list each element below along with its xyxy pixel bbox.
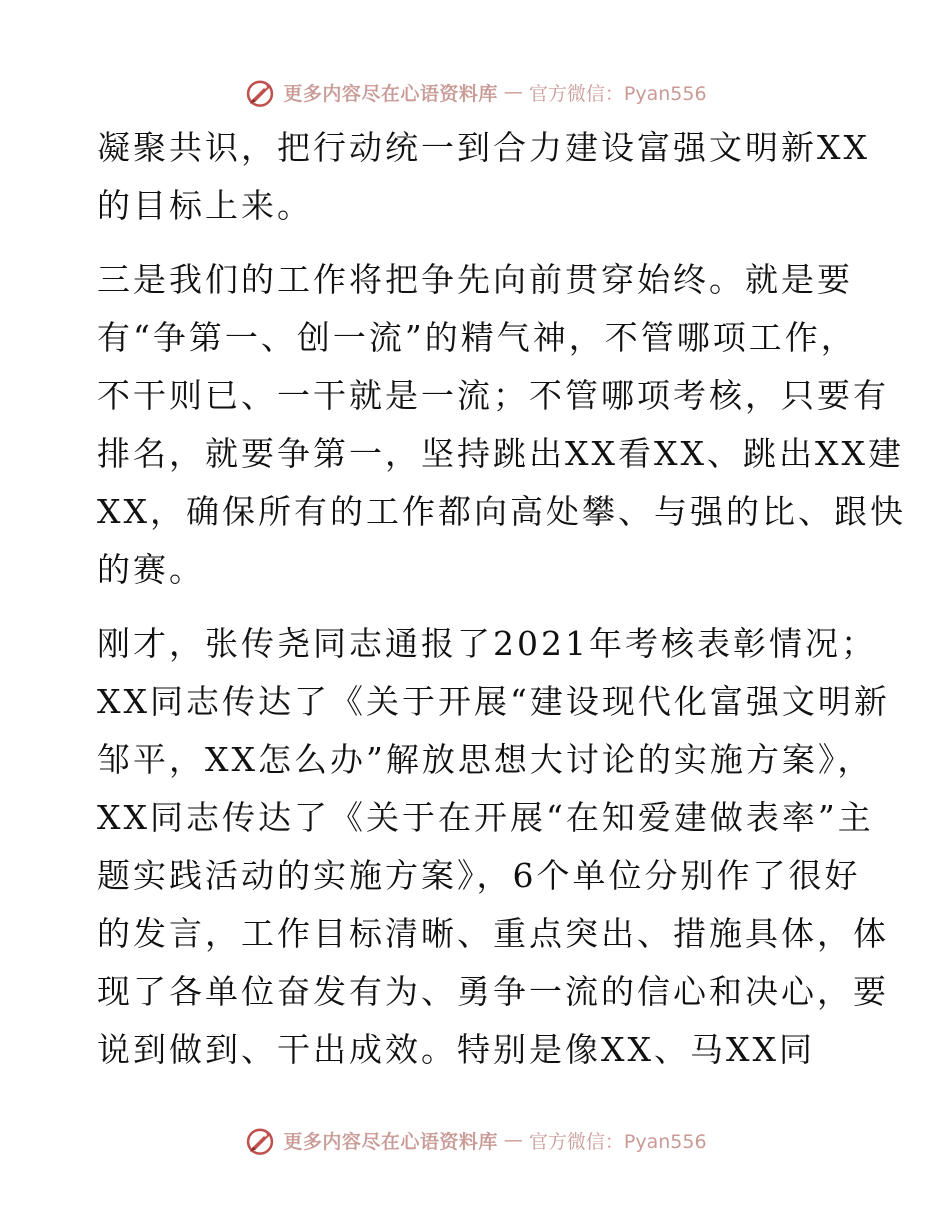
watermark-separator: — xyxy=(503,81,523,103)
text-line: 凝聚共识，把行动统一到合力建设富强文明新XX xyxy=(97,128,870,167)
watermark-wechat-label: 官方微信：Pyan556 xyxy=(528,82,707,105)
text-line: 刚才，张传尧同志通报了2021年考核表彰情况； xyxy=(97,624,877,663)
text-line: 排名，就要争第一，坚持跳出XX看XX、跳出XX建 xyxy=(97,434,904,473)
paragraph xyxy=(97,119,870,235)
text-line: 邹平，XX怎么办”解放思想大讨论的实施方案》， xyxy=(97,740,874,779)
watermark-group xyxy=(243,75,706,109)
text-line: XX同志传达了《关于在开展“在知爱建做表率”主 xyxy=(97,798,874,837)
text-line: XX，确保所有的工作都向高处攀、与强的比、跟快 xyxy=(97,492,906,531)
text-line: 三是我们的工作将把争先向前贯穿始终。就是要 xyxy=(97,260,853,299)
text-line: 有“争第一、创一流”的精气神，不管哪项工作， xyxy=(97,318,857,357)
text-line: 的赛。 xyxy=(97,550,205,589)
quill-pen-logo-icon xyxy=(243,75,277,109)
text-line: 的发言，工作目标清晰、重点突出、措施具体，体 xyxy=(97,914,889,953)
watermark-wechat-label: 官方微信：Pyan556 xyxy=(528,1130,707,1153)
paragraph-gap xyxy=(97,599,857,615)
document-body xyxy=(97,119,906,1079)
paragraph-gap xyxy=(97,235,857,251)
text-line: 说到做到、干出成效。特别是像XX、马XX同 xyxy=(97,1030,815,1069)
watermark-group xyxy=(243,1123,706,1157)
text-line: 现了各单位奋发有为、勇争一流的信心和决心，要 xyxy=(97,972,889,1011)
text-line: 不干则已、一干就是一流；不管哪项考核，只要有 xyxy=(97,376,889,415)
watermark-main-text: 更多内容尽在心语资料库 xyxy=(283,82,498,105)
text-line: 题实践活动的实施方案》，6个单位分别作了很好 xyxy=(97,856,861,895)
quill-pen-logo-icon xyxy=(243,1123,277,1157)
watermark-main-text: 更多内容尽在心语资料库 xyxy=(283,1130,498,1153)
watermark-separator: — xyxy=(503,1129,523,1151)
footer-watermark-banner xyxy=(0,1120,950,1160)
paragraph xyxy=(97,615,890,1079)
text-line: XX同志传达了《关于开展“建设现代化富强文明新 xyxy=(97,682,890,721)
paragraph xyxy=(97,251,906,599)
header-watermark-banner xyxy=(0,72,950,112)
text-line: 的目标上来。 xyxy=(97,186,313,225)
